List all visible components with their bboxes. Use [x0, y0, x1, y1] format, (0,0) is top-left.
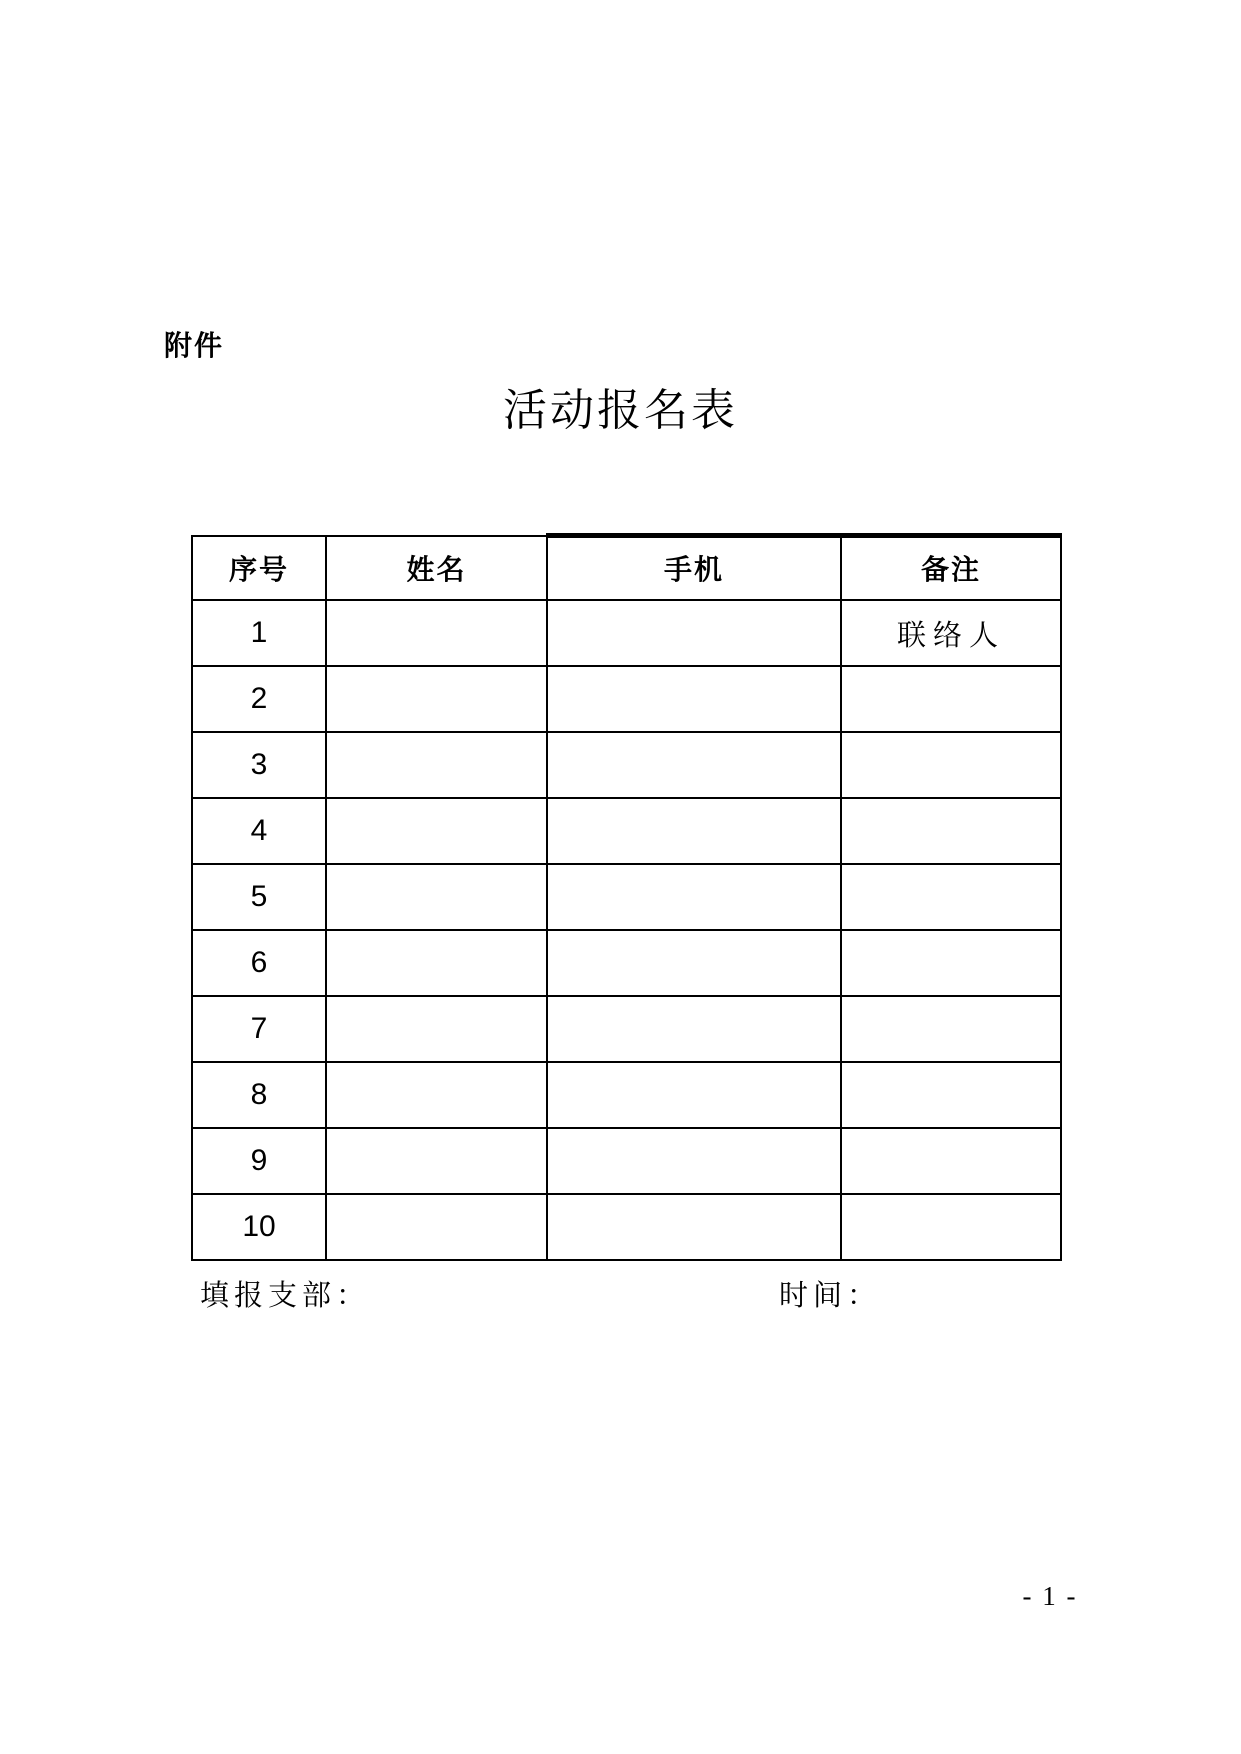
- page-number: - 1 -: [1022, 1581, 1078, 1611]
- header-cell-no: 序号: [192, 536, 326, 600]
- table-row: [192, 666, 1061, 732]
- row-number-cell: 10: [192, 1194, 326, 1260]
- remark-cell: 联络人: [841, 600, 1061, 666]
- remark-cell: [841, 666, 1061, 732]
- phone-cell: [547, 666, 841, 732]
- remark-cell: [841, 732, 1061, 798]
- phone-cell: [547, 1194, 841, 1260]
- remark-cell: [841, 996, 1061, 1062]
- header-cell-phone: 手机: [547, 536, 841, 600]
- name-cell: [326, 1194, 547, 1260]
- attachment-label: 附件: [164, 329, 225, 362]
- table-row: [192, 600, 1061, 666]
- table-row: [192, 798, 1061, 864]
- table-row: [192, 996, 1061, 1062]
- name-cell: [326, 732, 547, 798]
- header-cell-name: 姓名: [326, 536, 547, 600]
- table-row: [192, 1128, 1061, 1194]
- name-cell: [326, 1128, 547, 1194]
- name-cell: [326, 798, 547, 864]
- name-cell: [326, 930, 547, 996]
- remark-cell: [841, 1062, 1061, 1128]
- table-row: [192, 930, 1061, 996]
- row-number-cell: 2: [192, 666, 326, 732]
- document-title: 活动报名表: [503, 385, 738, 436]
- phone-cell: [547, 996, 841, 1062]
- name-cell: [326, 1062, 547, 1128]
- remark-cell: [841, 1128, 1061, 1194]
- remark-cell: [841, 930, 1061, 996]
- remark-cell: [841, 798, 1061, 864]
- header-cell-remark: 备注: [841, 536, 1061, 600]
- row-number-cell: 5: [192, 864, 326, 930]
- table-thick-top-border: [546, 533, 1062, 538]
- table-header-row: [192, 536, 1061, 600]
- table-row: [192, 732, 1061, 798]
- phone-cell: [547, 600, 841, 666]
- table-row: [192, 864, 1061, 930]
- row-number-cell: 3: [192, 732, 326, 798]
- phone-cell: [547, 1128, 841, 1194]
- remark-cell: [841, 864, 1061, 930]
- phone-cell: [547, 798, 841, 864]
- phone-cell: [547, 930, 841, 996]
- name-cell: [326, 666, 547, 732]
- row-number-cell: 6: [192, 930, 326, 996]
- branch-label: 填报支部：: [200, 1278, 371, 1312]
- name-cell: [326, 864, 547, 930]
- remark-cell: [841, 1194, 1061, 1260]
- table-row: [192, 1062, 1061, 1128]
- phone-cell: [547, 864, 841, 930]
- time-label: 时间：: [779, 1278, 882, 1312]
- phone-cell: [547, 1062, 841, 1128]
- row-number-cell: 7: [192, 996, 326, 1062]
- row-number-cell: 9: [192, 1128, 326, 1194]
- phone-cell: [547, 732, 841, 798]
- row-number-cell: 4: [192, 798, 326, 864]
- name-cell: [326, 600, 547, 666]
- registration-table: [191, 535, 1062, 1261]
- name-cell: [326, 996, 547, 1062]
- table-row: [192, 1194, 1061, 1260]
- row-number-cell: 1: [192, 600, 326, 666]
- row-number-cell: 8: [192, 1062, 326, 1128]
